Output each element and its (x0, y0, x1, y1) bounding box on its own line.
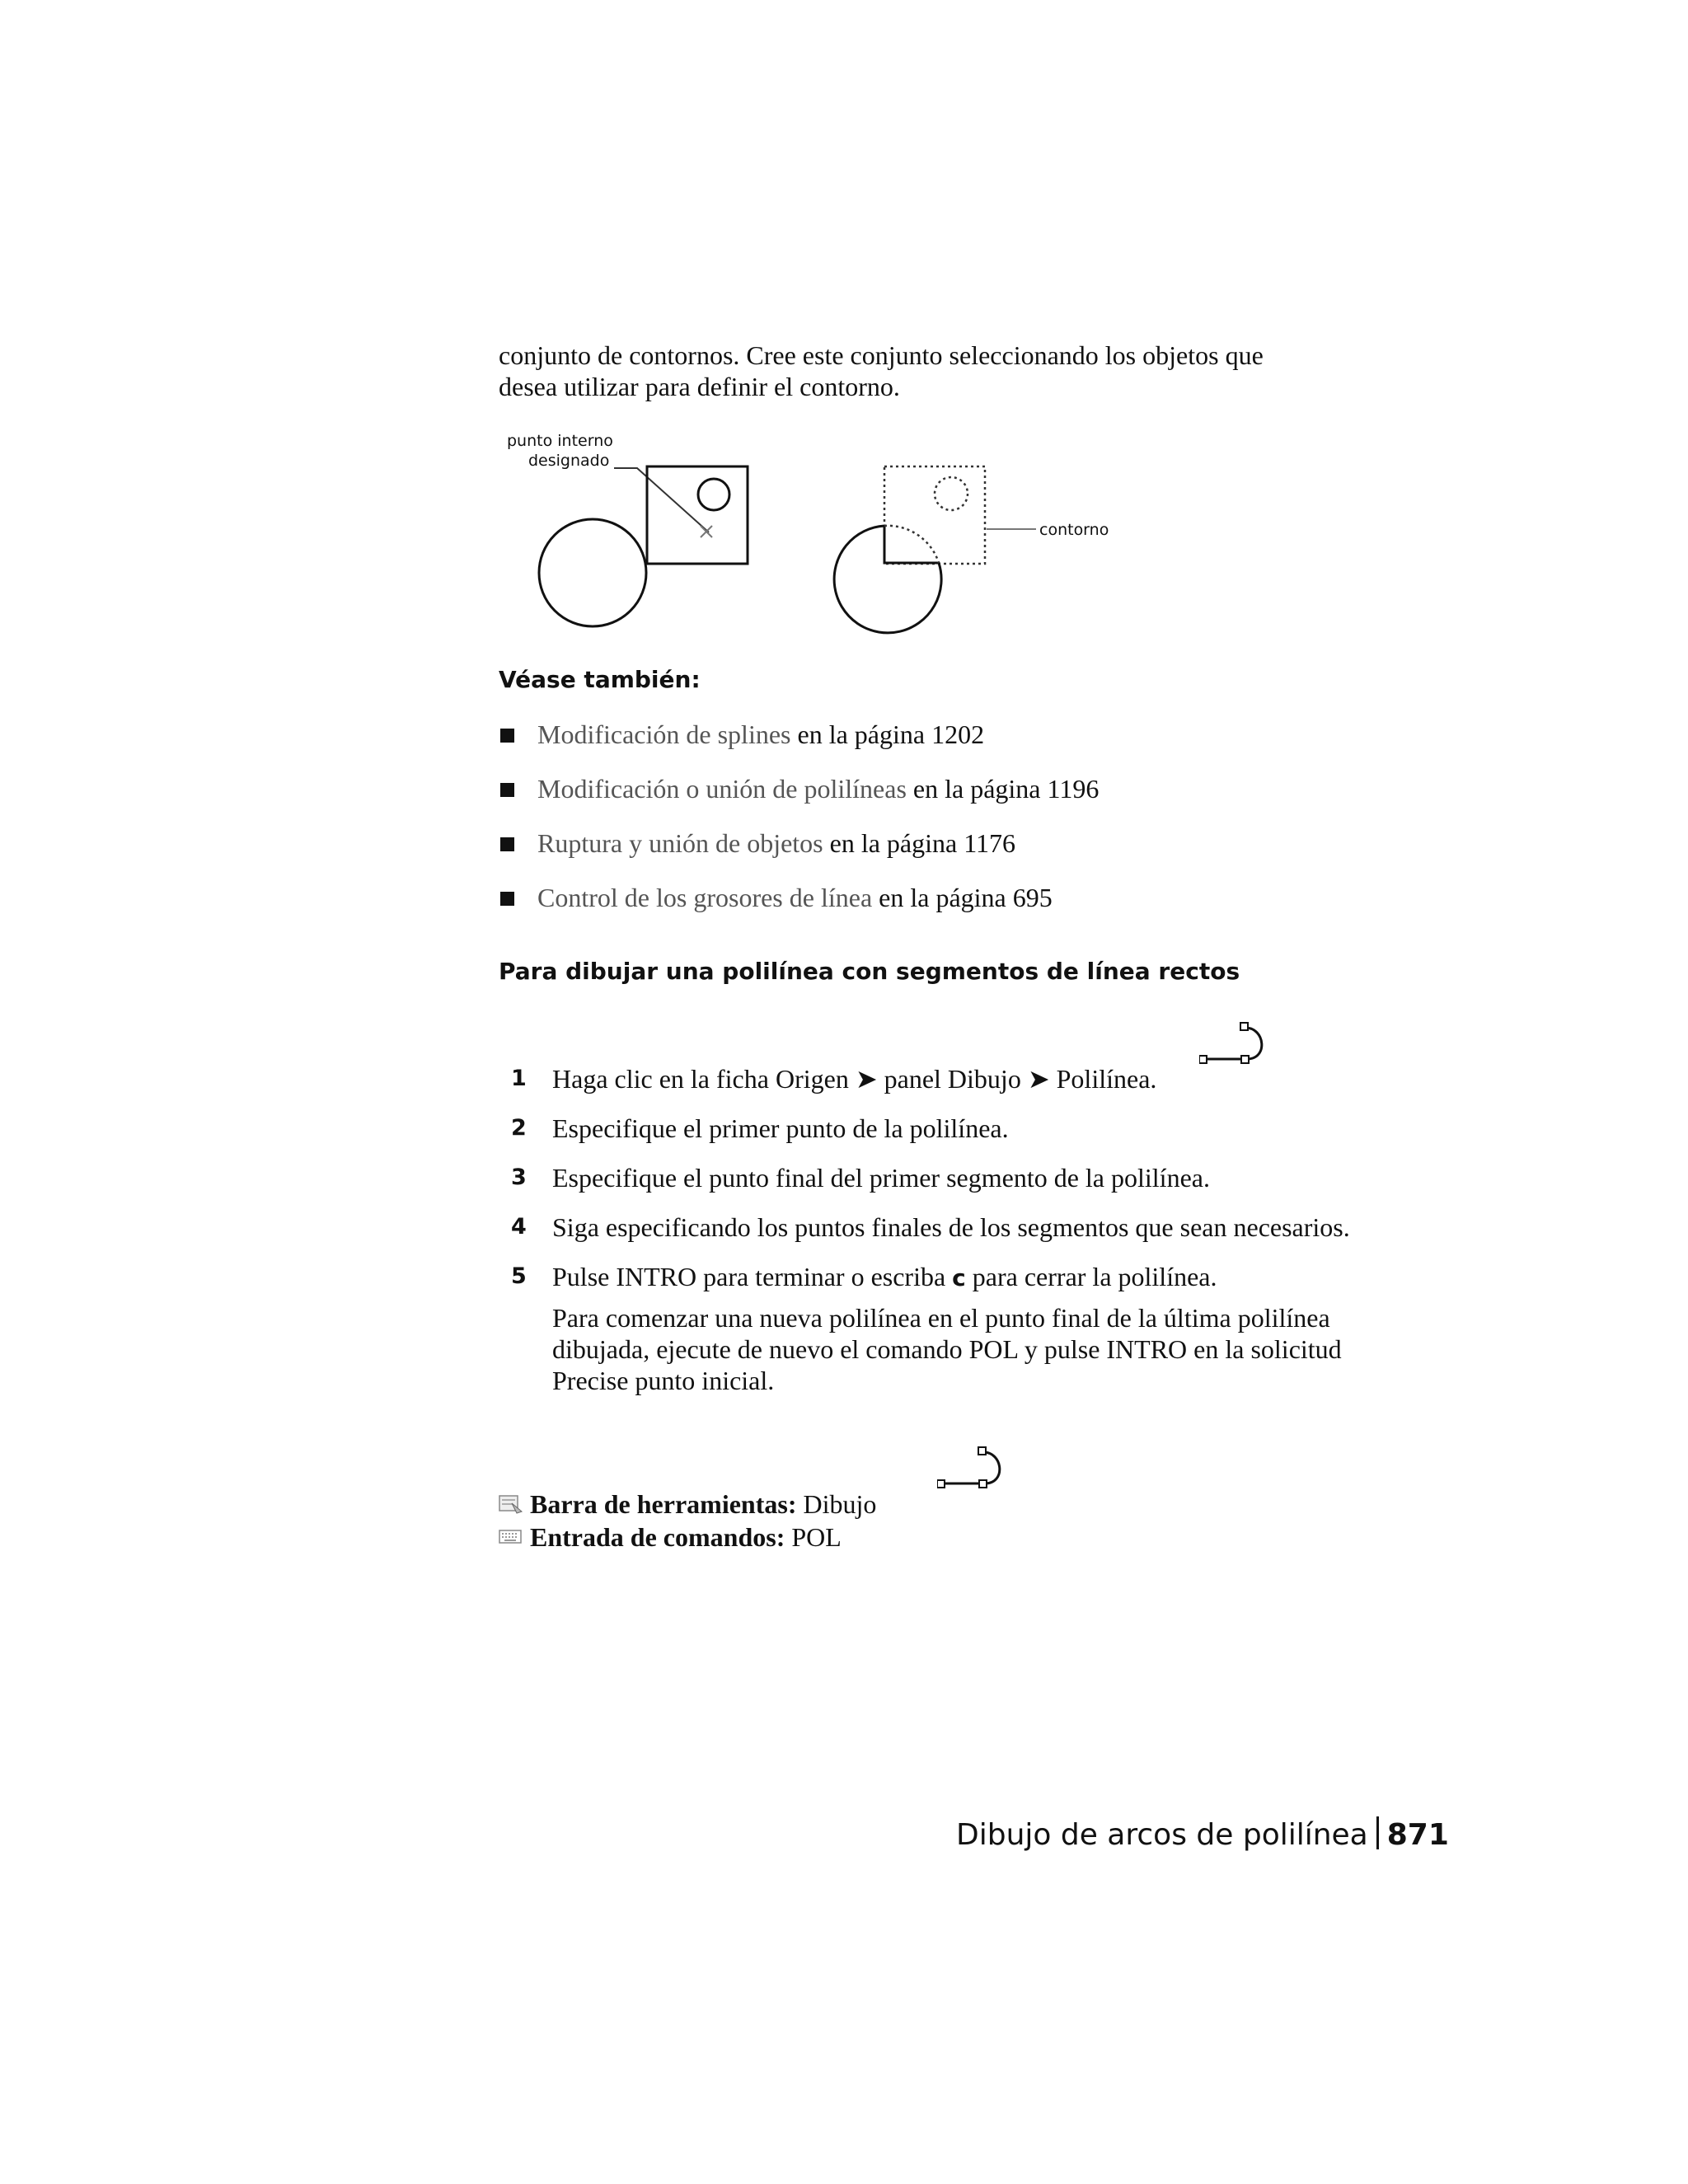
intro-paragraph (499, 340, 1372, 402)
keyboard-icon (499, 1526, 523, 1548)
command-value: POL (785, 1522, 842, 1552)
step-text: Siga especificando los puntos finales de los segmentos que sean necesarios. (552, 1212, 1350, 1242)
bullet-square-icon (500, 729, 514, 743)
step-text: Haga clic en la ficha Origen ➤ panel Dibujo ➤ Polilínea. (552, 1064, 1157, 1094)
footer-section-title: Dibujo de arcos de polilínea (956, 1818, 1368, 1852)
see-also-page: en la página 695 (872, 883, 1053, 912)
see-also-page: en la página 1176 (823, 828, 1016, 858)
intro-line-1: conjunto de contornos. Cree este conjunto seleccionando los objetos que (499, 340, 1264, 370)
left-small-circle (698, 479, 729, 510)
step-number: 3 (511, 1165, 527, 1190)
bullet-square-icon (500, 892, 514, 906)
step-number: 4 (511, 1214, 527, 1240)
step-text: Pulse INTRO para terminar o escriba c para cerrar la polilínea. (552, 1262, 1217, 1291)
label-point-line-1: punto interno (507, 432, 613, 450)
see-also-link[interactable]: Modificación o unión de polilíneas (537, 774, 907, 804)
intro-line-2: desea utilizar para definir el contorno. (499, 372, 900, 401)
step-note: Para comenzar una nueva polilínea en el punto final de la última polilínea dibujada, ejecute de nuevo el comando POL y pulse INTRO en la solicitud Precise punto inicial. (552, 1303, 1342, 1395)
boundary-circle-dotted (935, 477, 968, 510)
bullet-square-icon (500, 837, 514, 851)
see-also-page: en la página 1202 (790, 719, 985, 749)
toolbar-access-row (499, 1488, 993, 1520)
see-also-title: Véase también: (499, 666, 701, 693)
leader-line (614, 468, 709, 532)
see-also-link[interactable]: Ruptura y unión de objetos (537, 828, 823, 858)
page-footer (956, 1816, 1449, 1852)
step-number: 5 (511, 1263, 527, 1289)
toolbar-label: Barra de herramientas: (530, 1489, 797, 1519)
step-number: 2 (511, 1115, 527, 1141)
left-square (647, 466, 748, 564)
command-access-row (499, 1521, 993, 1553)
polyline-icon (1199, 1019, 1273, 1071)
footer-separator (1376, 1816, 1379, 1849)
toolbar-icon (499, 1493, 523, 1515)
procedure-title: Para dibujar una polilínea con segmentos de línea rectos (499, 958, 1240, 985)
step-text: Especifique el primer punto de la polilínea. (552, 1113, 1009, 1143)
boundary-arc-dotted (884, 526, 939, 563)
step-number: 1 (511, 1066, 527, 1091)
boundary-diagram (499, 427, 1125, 641)
page-number: 871 (1386, 1818, 1449, 1852)
bullet-square-icon (500, 783, 514, 797)
polyline-icon (937, 1444, 1011, 1495)
see-also-link[interactable]: Modificación de splines (537, 719, 791, 749)
label-point-line-2: designado (528, 452, 610, 470)
left-big-circle (539, 519, 646, 626)
toolbar-value: Dibujo (796, 1489, 877, 1519)
command-label: Entrada de comandos: (530, 1522, 785, 1552)
see-also-page: en la página 1196 (906, 774, 1100, 804)
label-boundary: contorno (1039, 521, 1109, 539)
boundary-solid-outline (834, 526, 941, 633)
boundary-square-dotted (884, 466, 985, 564)
step-text: Especifique el punto final del primer segmento de la polilínea. (552, 1163, 1210, 1193)
see-also-link[interactable]: Control de los grosores de línea (537, 883, 873, 912)
key-c: c (952, 1264, 966, 1291)
